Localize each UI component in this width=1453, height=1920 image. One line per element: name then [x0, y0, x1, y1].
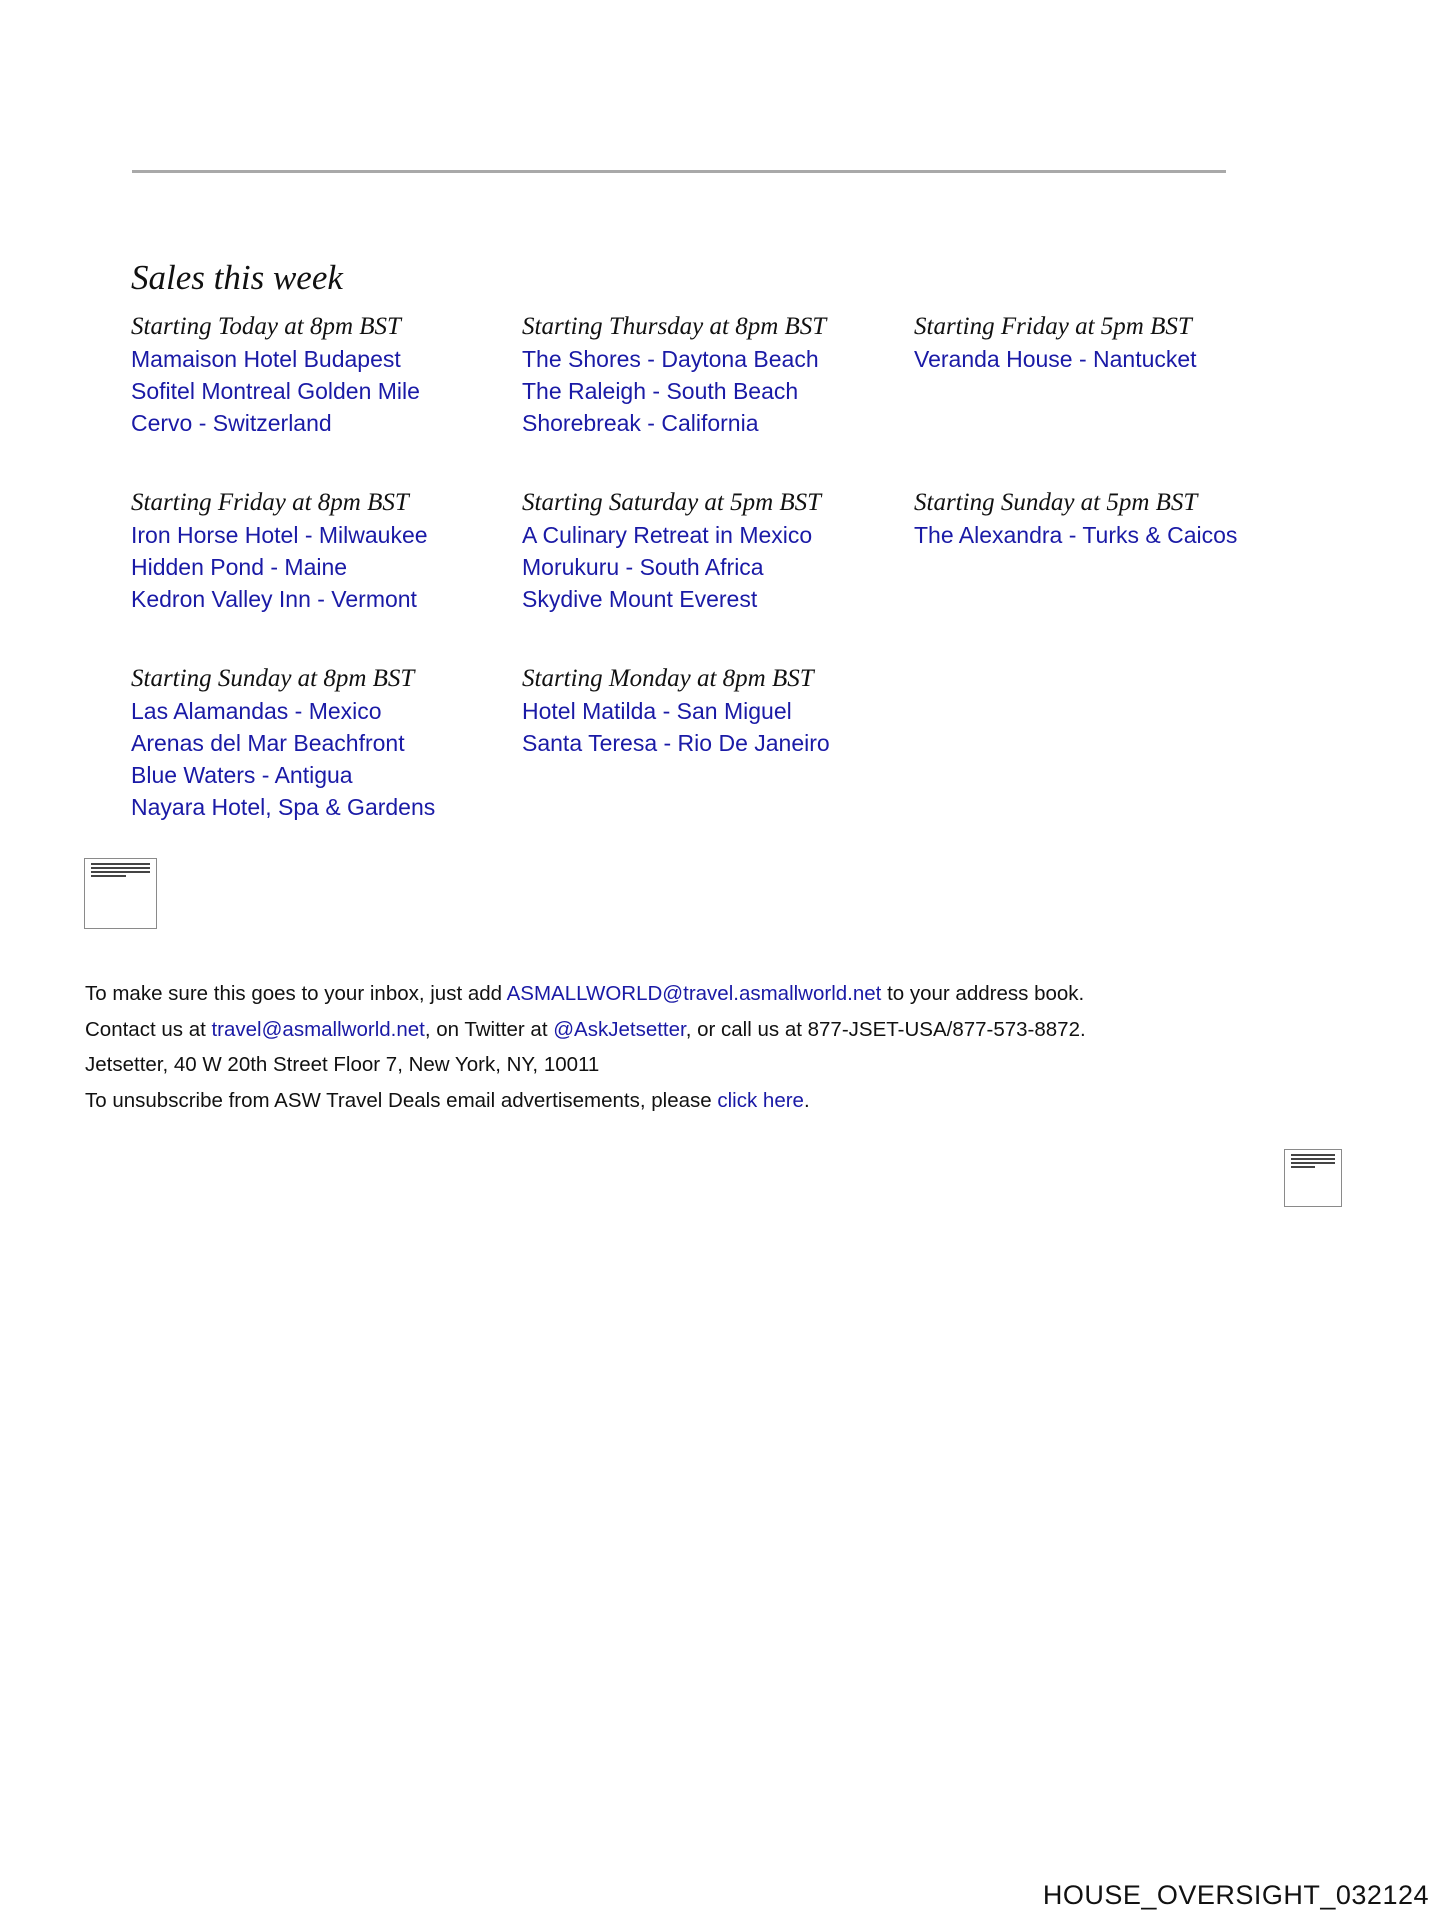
sale-link[interactable]: Shorebreak - California — [522, 410, 759, 436]
footer-text: , or call us at 877-JSET-USA/877-573-8872. — [685, 1017, 1086, 1041]
sale-block — [522, 487, 912, 615]
email-footer — [85, 976, 1086, 1118]
header-divider — [132, 170, 1226, 173]
sale-link[interactable]: Arenas del Mar Beachfront — [131, 730, 405, 756]
footer-postal-address: Jetsetter, 40 W 20th Street Floor 7, New York, NY, 10011 — [85, 1053, 600, 1076]
sale-link[interactable]: Mamaison Hotel Budapest — [131, 346, 401, 372]
sale-block — [131, 487, 521, 615]
footer-text: To unsubscribe from ASW Travel Deals email advertisements, please — [85, 1088, 718, 1112]
sale-block-heading: Starting Monday at 8pm BST — [522, 665, 814, 692]
sale-block — [522, 311, 912, 439]
sale-block — [131, 663, 521, 823]
sale-link[interactable]: The Raleigh - South Beach — [522, 378, 799, 404]
contact-email-link[interactable]: travel@asmallworld.net — [211, 1017, 425, 1041]
sale-link[interactable]: The Shores - Daytona Beach — [522, 346, 819, 372]
twitter-link[interactable]: @AskJetsetter — [553, 1017, 686, 1041]
sale-link[interactable]: Hotel Matilda - San Miguel — [522, 698, 792, 724]
sale-block — [131, 311, 521, 439]
footer-unsubscribe-line — [85, 1083, 1086, 1119]
sale-link[interactable]: Sofitel Montreal Golden Mile — [131, 378, 420, 404]
sale-link[interactable]: Las Alamandas - Mexico — [131, 698, 382, 724]
sale-block — [914, 487, 1304, 551]
broken-image-icon — [1284, 1149, 1342, 1207]
broken-image-text-lines — [91, 863, 150, 879]
sale-block-heading: Starting Today at 8pm BST — [131, 313, 401, 340]
sale-link[interactable]: A Culinary Retreat in Mexico — [522, 522, 813, 548]
sale-link[interactable]: The Alexandra - Turks & Caicos — [914, 522, 1238, 548]
sale-link[interactable]: Hidden Pond - Maine — [131, 554, 348, 580]
footer-text: . — [803, 1088, 810, 1112]
sale-block-heading: Starting Friday at 8pm BST — [131, 489, 409, 516]
footer-address-book-line — [85, 976, 1086, 1012]
sale-block-heading: Starting Saturday at 5pm BST — [522, 489, 822, 516]
unsubscribe-link[interactable]: click here — [717, 1088, 804, 1112]
sale-link[interactable]: Iron Horse Hotel - Milwaukee — [131, 522, 428, 548]
footer-contact-line — [85, 1012, 1086, 1048]
sale-link[interactable]: Skydive Mount Everest — [522, 586, 758, 612]
sale-link[interactable]: Nayara Hotel, Spa & Gardens — [131, 794, 436, 820]
sale-link[interactable]: Blue Waters - Antigua — [131, 762, 353, 788]
sales-title: Sales this week — [131, 258, 343, 297]
document-control-stamp: HOUSE_OVERSIGHT_032124 — [1042, 1880, 1429, 1910]
broken-image-icon — [84, 858, 157, 929]
sale-link[interactable]: Veranda House - Nantucket — [914, 346, 1197, 372]
sale-block-heading: Starting Thursday at 8pm BST — [522, 313, 827, 340]
sale-link[interactable]: Cervo - Switzerland — [131, 410, 332, 436]
broken-image-text-lines — [1291, 1154, 1335, 1170]
address-book-email-link[interactable]: ASMALLWORLD@travel.asmallworld.net — [506, 982, 882, 1005]
footer-text: Contact us at — [85, 1017, 212, 1041]
sale-block — [522, 663, 912, 759]
footer-text: , on Twitter at — [424, 1017, 554, 1041]
sale-link[interactable]: Kedron Valley Inn - Vermont — [131, 586, 417, 612]
sale-block-heading: Starting Sunday at 8pm BST — [131, 665, 415, 692]
sale-block — [914, 311, 1304, 375]
sale-block-heading: Starting Sunday at 5pm BST — [914, 489, 1198, 516]
footer-text: to your address book. — [881, 982, 1085, 1005]
sale-block-heading: Starting Friday at 5pm BST — [914, 313, 1192, 340]
footer-text: To make sure this goes to your inbox, just add — [85, 982, 507, 1005]
sale-link[interactable]: Santa Teresa - Rio De Janeiro — [522, 730, 830, 756]
sale-link[interactable]: Morukuru - South Africa — [522, 554, 764, 580]
